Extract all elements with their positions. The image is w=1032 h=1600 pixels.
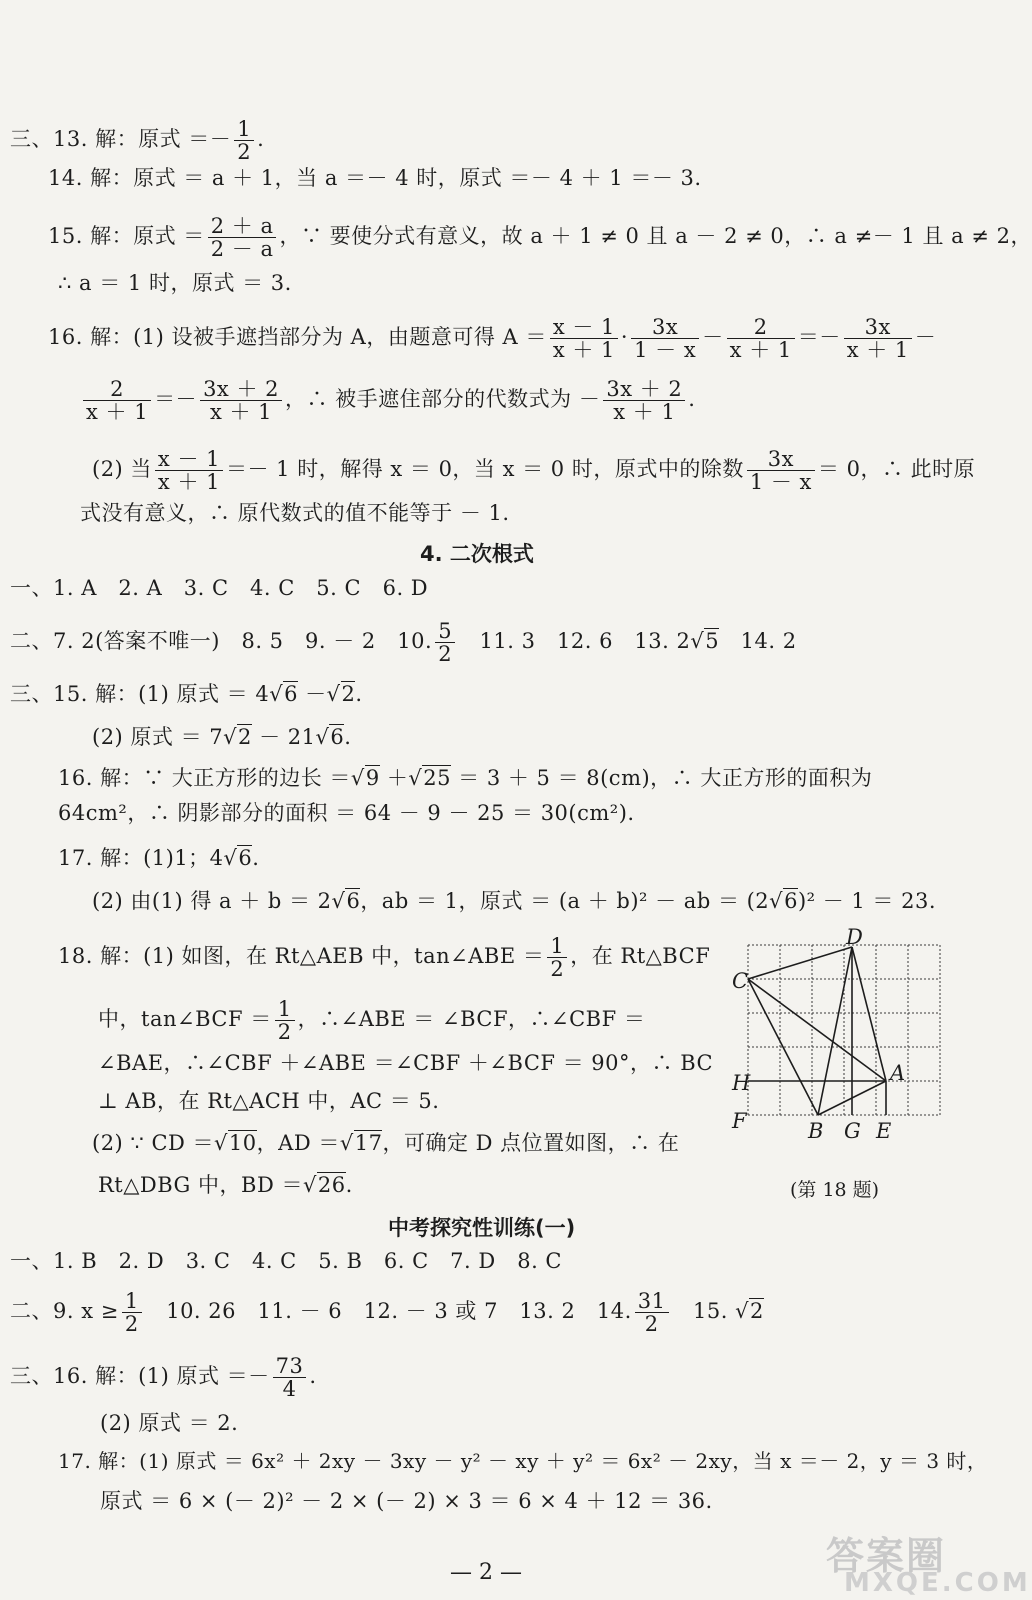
numerator: 2 [83,378,151,401]
radicand: 2 [341,682,356,706]
point-label-g: G [844,1119,862,1143]
denominator: 2 [124,1312,139,1336]
fraction [747,448,815,493]
radicand: 10 [228,1131,257,1155]
fraction [234,118,254,163]
answer-line-18e [92,1130,679,1156]
fraction [727,316,795,361]
denominator: 2 [550,957,565,981]
numerator: 31 [635,1290,669,1313]
watermark-logo: 答案圈 [826,1534,947,1578]
text: － [914,325,937,349]
denominator: x ＋ 1 [157,470,220,494]
numerator: 3x ＋ 2 [200,378,282,401]
text: ，ab ＝ 1，原式 ＝ (a ＋ b)² － ab ＝ (2√ [360,889,784,913]
text: (2) 由(1) 得 a ＋ b ＝ 2√ [92,889,346,913]
text: 16. 解：(1) 设被手遮挡部分为 A，由题意可得 A ＝ [48,325,547,349]
text: － 21√ [251,725,330,749]
text: 15. 解：原式 ＝ [48,224,205,248]
text: ，可确定 D 点位置如图，∴ 在 [382,1131,680,1155]
denominator: x ＋ 1 [552,338,615,362]
fraction [635,1290,669,1335]
numerator: 1 [122,1290,142,1313]
numerator: x － 1 [550,316,618,339]
numerator: 5 [435,620,455,643]
denominator: 1 － x [749,470,812,494]
numerator: 2 [727,316,795,339]
text: ＝ 0，∴ 此时原 [817,457,976,481]
text: ，∵ 要使分式有意义，故 a ＋ 1 ≠ 0 且 a － 2 ≠ 0，∴ a ≠－ 1 且 a ≠ 2， [279,224,1032,248]
radicand: 6 [784,889,798,913]
text: ，∴∠ABE ＝ ∠BCF，∴∠CBF ＝ [297,1007,646,1031]
answer-line-18f [98,1172,353,1198]
answer-line-16d: 式没有意义，∴ 原代数式的值不能等于 － 1. [80,501,510,525]
radicand: 2 [238,725,252,749]
numerator: 1 [234,118,254,141]
text: . [257,127,265,151]
answer-line-16-exam [10,1355,317,1400]
radicand: 17 [354,1131,383,1155]
numerator: 3x [747,448,815,471]
text: (2) ∵ CD ＝√ [92,1131,228,1155]
text: 16. 解：∵ 大正方形的边长 ＝√ [58,766,365,790]
answer-line-15r [10,681,363,707]
text: 中，tan∠BCF ＝ [98,1007,272,1031]
denominator: 2 － a [210,237,274,261]
text: · [620,325,629,349]
point-label-c: C [732,969,749,993]
fraction [83,378,151,423]
page-number: — 2 — [450,1560,522,1585]
point-label-h: H [732,1071,751,1095]
radicand: 5 [705,629,720,653]
fraction [200,378,282,423]
figure-caption: (第 18 题) [790,1179,880,1201]
text: 17. 解：(1)1；4√ [58,846,238,870]
answer-line-18c: ∠BAE，∴∠CBF ＋∠ABE ＝∠CBF ＋∠BCF ＝ 90°，∴ BC [98,1051,714,1075]
text: －√ [297,682,341,706]
point-label-b: B [808,1119,824,1143]
numerator: 73 [273,1355,307,1378]
numerator: 1 [275,998,295,1021]
denominator: 2 [277,1020,292,1044]
text: 二、9. x ≥ [10,1299,119,1323]
text: . [252,846,260,870]
denominator: x ＋ 1 [729,338,792,362]
text: ＝－ 1 时，解得 x ＝ 0，当 x ＝ 0 时，原式中的除数 [225,457,744,481]
text: ＝－ [797,325,841,349]
denominator: x ＋ 1 [209,400,273,424]
fraction [844,316,912,361]
denominator: 1 － x [634,338,697,362]
text: . [309,1364,317,1388]
answer-line-choice: 一、1. A 2. A 3. C 4. C 5. C 6. D [10,576,429,600]
watermark-url: MXQE.COM [844,1568,1031,1598]
answer-line-fill [10,620,797,665]
denominator: 2 [438,642,453,666]
radicand: 6 [346,889,361,913]
text: Rt△DBG 中，BD ＝√ [98,1173,317,1197]
answer-line-16r [58,765,872,791]
fraction [155,448,223,493]
point-label-e: E [876,1119,892,1143]
fraction [208,215,277,260]
answer-line-choice-2: 一、1. B 2. D 3. C 4. C 5. B 6. C 7. D 8. C [10,1249,563,1273]
answer-line-17-exam-b: 原式 ＝ 6 × (－ 2)² － 2 × (－ 2) × 3 ＝ 6 × 4 ＋ 12 ＝ 36. [100,1489,713,1513]
answer-line-16r2: 64cm²，∴ 阴影部分的面积 ＝ 64 － 9 － 25 ＝ 30(cm²). [58,801,635,825]
answer-line-18b [98,998,645,1043]
denominator: 2 [644,1312,659,1336]
denominator: 4 [282,1377,297,1401]
radicand: 2 [749,1299,764,1323]
answer-line-16-exam-b: (2) 原式 ＝ 2. [100,1411,239,1435]
answer-line-17r2 [92,888,936,914]
answer-line-13 [10,118,264,163]
text: ，AD ＝√ [256,1131,354,1155]
point-label-f: F [732,1109,748,1133]
text: 18. 解：(1) 如图，在 Rt△AEB 中，tan∠ABE ＝ [58,944,545,968]
fraction [122,1290,142,1335]
numerator: x － 1 [155,448,223,471]
text: 三、15. 解：(1) 原式 ＝ 4√ [10,682,284,706]
numerator: 2 ＋ a [208,215,277,238]
text: . [355,682,363,706]
denominator: 2 [237,140,252,164]
triangle-lines [748,947,886,1115]
text: 11. 3 12. 6 13. 2√ [458,629,705,653]
answer-line-18d: ⊥ AB，在 Rt△ACH 中，AC ＝ 5. [98,1089,440,1113]
answer-line-16 [48,316,936,361]
point-label-a: A [890,1061,906,1085]
text: . [345,1173,353,1197]
answer-line-fill-2 [10,1290,764,1335]
radicand: 9 [365,766,380,790]
fraction [550,316,618,361]
radicand: 6 [330,725,345,749]
answer-line-14: 14. 解：原式 ＝ a ＋ 1，当 a ＝－ 4 时，原式 ＝－ 4 ＋ 1 ＝－ 3. [48,166,702,190]
fraction [275,998,295,1043]
text: )² － 1 ＝ 23. [797,889,937,913]
text: ＋√ [379,766,423,790]
denominator: x ＋ 1 [846,338,909,362]
answer-line-17r [58,845,259,871]
radicand: 6 [238,846,253,870]
text: ，∴ 被手遮住部分的代数式为 － [284,387,601,411]
fraction [547,935,567,980]
denominator: x ＋ 1 [86,400,149,424]
numerator: 3x [844,316,912,339]
text: 二、7. 2(答案不唯一) 8. 5 9. － 2 10. [10,629,433,653]
numerator: 3x ＋ 2 [603,378,685,401]
numerator: 1 [547,935,567,958]
numerator: 3x [631,316,699,339]
answer-line-15r2 [92,724,351,750]
text: ＝－ [154,387,198,411]
fraction [603,378,685,423]
section-heading-exam-training: 中考探究性训练(一) [388,1216,576,1240]
point-label-d: D [846,925,864,949]
fraction [435,620,455,665]
question-18-figure [748,945,948,1125]
radicand: 25 [423,766,451,790]
fraction [273,1355,307,1400]
text: 三、13. 解：原式 ＝－ [10,127,232,151]
denominator: x ＋ 1 [613,400,676,424]
answer-line-17-exam: 17. 解：(1) 原式 ＝ 6x² ＋ 2xy － 3xy － y² － xy ＋ y² ＝ 6x² － 2xy，当 x ＝－ 2，y ＝ 3 时， [58,1449,988,1473]
answer-line-16b [80,378,695,423]
text: 三、16. 解：(1) 原式 ＝－ [10,1364,270,1388]
radicand: 26 [317,1173,346,1197]
text: ＝ 3 ＋ 5 ＝ 8(cm)，∴ 大正方形的面积为 [450,766,873,790]
text: － [702,325,724,349]
answer-line-15b: ∴ a ＝ 1 时，原式 ＝ 3. [58,271,292,295]
fraction [631,316,699,361]
text: (2) 当 [92,457,152,481]
text: . [344,725,352,749]
text: 10. 26 11. － 6 12. － 3 或 7 13. 2 14. [144,1299,632,1323]
answer-line-18 [58,935,710,980]
section-heading-radicals: 4. 二次根式 [420,542,534,566]
text: . [688,387,696,411]
text: 15. √ [671,1299,749,1323]
answer-line-16c [92,448,975,493]
text: (2) 原式 ＝ 7√ [92,725,238,749]
radicand: 6 [284,682,298,706]
text: 14. 2 [719,629,797,653]
answer-line-15 [48,215,1032,260]
text: ，在 Rt△BCF [570,944,711,968]
